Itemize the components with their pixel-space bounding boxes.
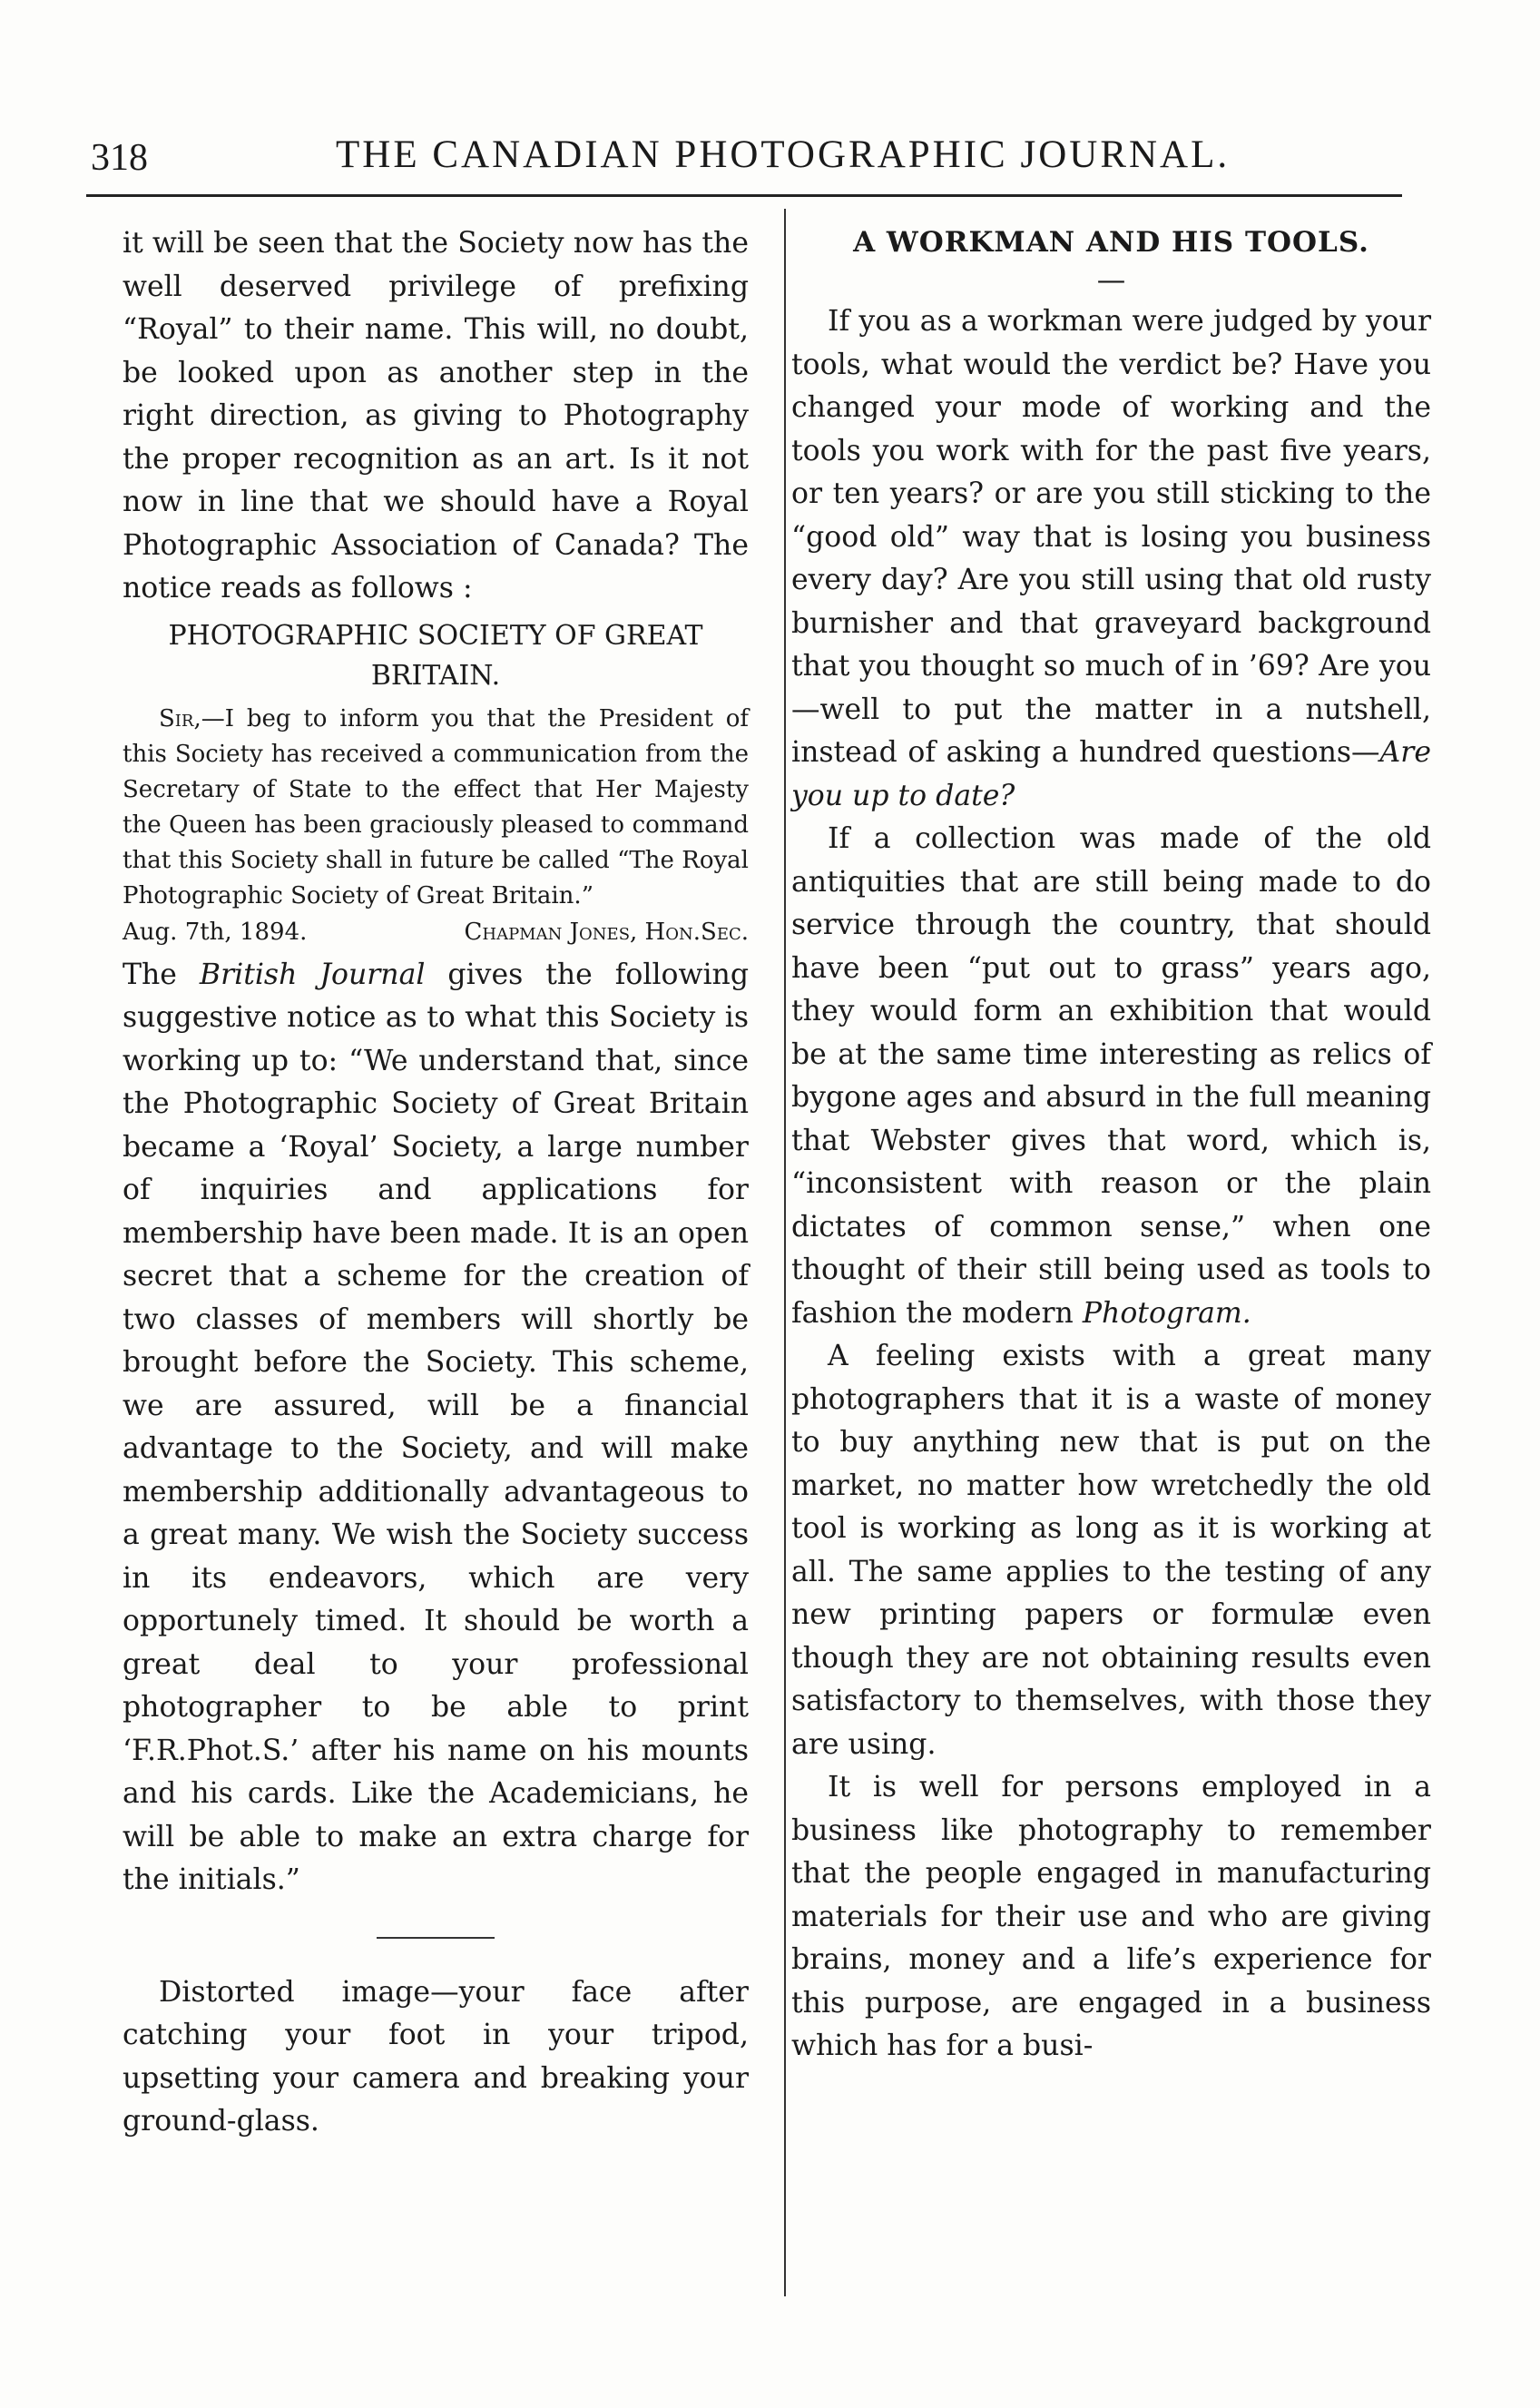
left-paragraph-1: it will be seen that the Society now has the well deserved privilege of prefixing “Royal” to their name. This will, no doubt, be looked upon as another step in the right direction, as giving to Photography the proper recognition as an art. Is it not now in line that we should have a Royal Photographic Association of Canada? The notice reads as follows : [123, 227, 749, 604]
header-rule [86, 194, 1402, 197]
column-divider [784, 209, 786, 2296]
page-header [86, 131, 1402, 194]
rp1-italic: Are you up to date? [791, 736, 1431, 812]
section-rule [377, 1937, 495, 1939]
right-column [791, 222, 1431, 2069]
right-paragraph-4: It is well for persons employed in a business like photography to remember that the people engaged in manufacturing materials for their use and who are giving brains, money and a life’s experience for this purpose, are engaged in a business which has for a busi- [791, 1771, 1431, 2062]
right-paragraph-1 [791, 300, 1431, 818]
left-paragraph-2 [123, 954, 749, 1902]
article-title: A WORKMAN AND HIS TOOLS. [853, 226, 1369, 259]
letter-body: —I beg to inform you that the President of this Society has received a communication from the Secretary of State to the effect that Her Majesty the Queen has been graciously pleased to command that this Society shall in future be called “The Royal Photographic Society of Great Britain.” [123, 704, 749, 909]
letter-salutation: Sir, [159, 704, 201, 732]
right-paragraph-3: A feeling exists with a great many photographers that it is a waste of money to buy anything new that is put on the market, no matter how wretchedly the old tool is working as long as it is working at all. The same applies to the testing of any new printing papers or formulæ even though they are not obtaining results even satisfactory to themselves, with those they are using. [791, 1340, 1431, 1761]
rp2-italic: Photogram. [1082, 1296, 1251, 1330]
rp1-start: If you as a workman were judged by your tools, what would the verdict be? Have you changed your mode of working and the tools you work with for the past five years, or ten years? or are you still sticking to the “good old” way that is losing you business every day? Are you still using that old rusty burnisher and that graveyard background that you thought so much of in ’69? Are you—well to put the matter in a nutshell, instead of asking a hundred questions— [791, 305, 1431, 769]
letter-signature: Chapman Jones, Hon.Sec. [464, 918, 749, 946]
notice-heading: PHOTOGRAPHIC SOCIETY OF GREAT BRITAIN. [168, 619, 703, 692]
notice-letter [123, 702, 749, 914]
british-journal-title: British Journal [199, 958, 426, 991]
title-dash: — [1096, 264, 1126, 297]
running-title: THE CANADIAN PHOTOGRAPHIC JOURNAL. [336, 133, 1231, 176]
letter-signoff [123, 914, 749, 950]
p2-start: The [123, 958, 200, 991]
p2-rest: gives the following suggestive notice as to what this Society is working up to: “We understand that, since the Photographic Society of Great Britain became a ‘Royal’ Society, a large number of inquiries and applications for membership have been made. It is an open secret that a scheme for the creation of two classes of members will shortly be brought before the Society. This scheme, we are assured, will be a financial advantage to the Society, and will make membership additionally advantageous to a great many. We wish the Society success in its endeavors, which are very opportunely timed. It should be worth a great deal to your professional photographer to be able to print ‘F.R.Phot.S.’ after his name on his mounts and his cards. Like the Academicians, he will be able to make an extra charge for the initials.” [123, 958, 749, 1896]
left-column [123, 222, 749, 2144]
page-number: 318 [91, 137, 148, 179]
right-paragraph-2 [791, 818, 1431, 1335]
rp2-start: If a collection was made of the old antiquities that are still being made to do service through the country, that should have been “put out to grass” years ago, they would form an exhibition that would be at the same time interesting as relics of bygone ages and absurd in the full meaning that Webster gives that word, which is, “inconsistent with reason or the plain dictates of common sense,” when one thought of their still being used as tools to fashion the modern [791, 822, 1431, 1330]
left-paragraph-3: Distorted image—your face after catching your foot in your tripod, upsetting your camera and breaking your ground-glass. [123, 1975, 749, 2138]
letter-date: Aug. 7th, 1894. [123, 918, 308, 946]
